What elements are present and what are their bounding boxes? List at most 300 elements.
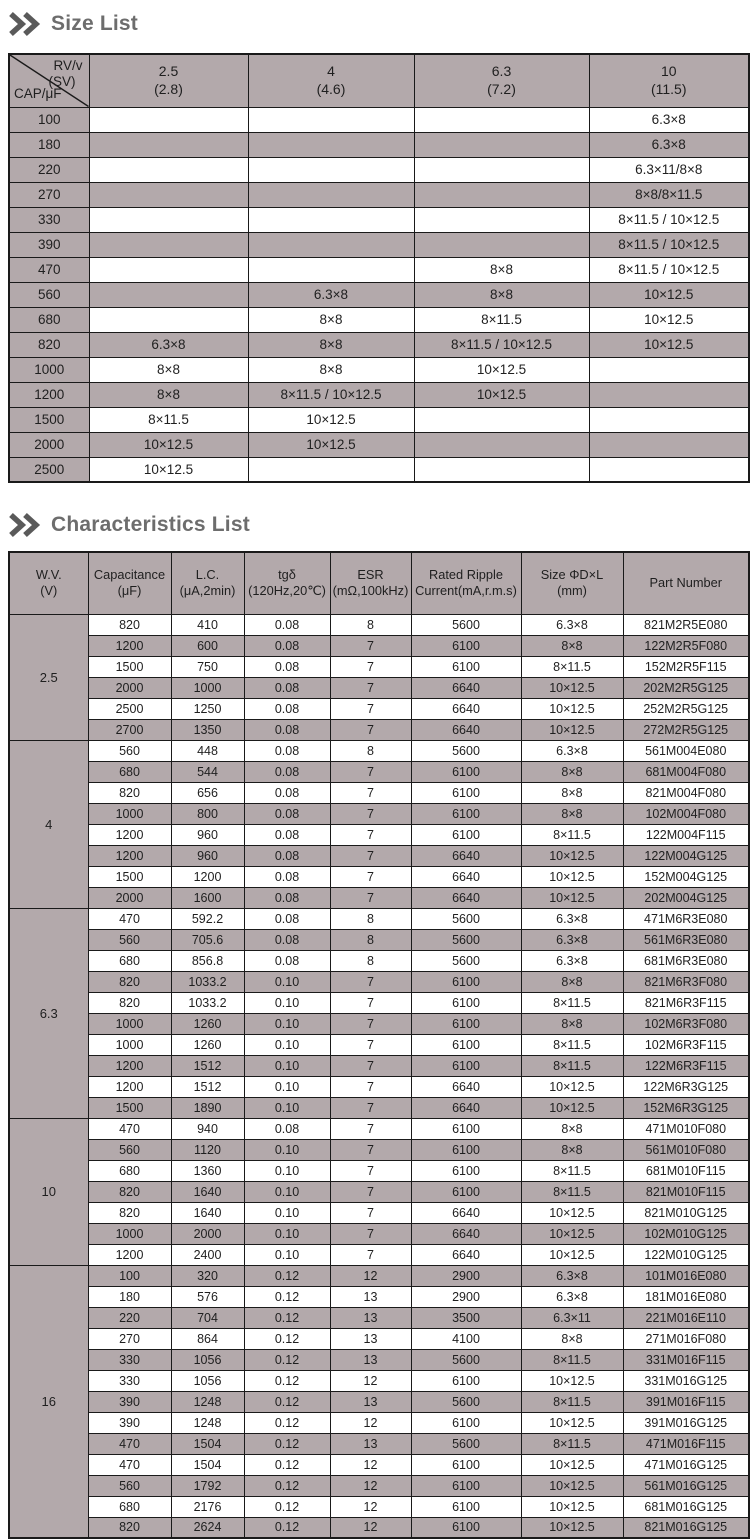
char-cell: 8×11.5	[521, 1349, 623, 1370]
char-row	[9, 1013, 749, 1034]
size-row	[9, 157, 749, 182]
size-cell	[248, 107, 414, 132]
char-col-header	[9, 552, 88, 614]
char-cell: 1200	[171, 866, 244, 887]
char-cell: 8×8	[521, 1139, 623, 1160]
char-cell: 390	[88, 1391, 171, 1412]
char-col-header-line: (120Hz,20℃)	[248, 583, 326, 599]
size-cell: 8×11.5 / 10×12.5	[589, 207, 749, 232]
char-col-header-line: L.C.	[195, 566, 220, 582]
char-cell: 8	[330, 740, 411, 761]
char-cell: 681M6R3E080	[623, 950, 749, 971]
char-cell: 821M2R5E080	[623, 614, 749, 635]
char-cell: 0.08	[244, 719, 330, 740]
char-cell: 6.3×8	[521, 908, 623, 929]
char-cell: 6100	[411, 1118, 521, 1139]
char-cell: 576	[171, 1286, 244, 1307]
char-cell: 10×12.5	[521, 1496, 623, 1517]
char-cell: 1500	[88, 866, 171, 887]
char-cell: 7	[330, 1139, 411, 1160]
char-cell: 7	[330, 677, 411, 698]
char-cell: 7	[330, 1076, 411, 1097]
char-cell: 12	[330, 1475, 411, 1496]
char-cell: 390	[88, 1412, 171, 1433]
size-cell	[589, 432, 749, 457]
char-cell: 2900	[411, 1265, 521, 1286]
wv-group-cell: 2.5	[9, 614, 88, 740]
char-col-header-line: Rated Ripple	[429, 566, 503, 582]
char-row	[9, 1055, 749, 1076]
size-row	[9, 257, 749, 282]
char-cell: 6100	[411, 1412, 521, 1433]
char-col-header-line: (mm)	[557, 583, 587, 599]
char-cell: 4100	[411, 1328, 521, 1349]
char-cell: 7	[330, 1223, 411, 1244]
cap-value: 220	[9, 157, 89, 182]
size-cell	[414, 457, 589, 482]
char-cell: 940	[171, 1118, 244, 1139]
char-cell: 122M004F115	[623, 824, 749, 845]
char-cell: 1504	[171, 1433, 244, 1454]
char-cell: 13	[330, 1286, 411, 1307]
char-cell: 6640	[411, 1223, 521, 1244]
size-cell	[414, 232, 589, 257]
char-cell: 8×11.5	[521, 992, 623, 1013]
char-cell: 6.3×8	[521, 929, 623, 950]
char-cell: 1350	[171, 719, 244, 740]
char-cell: 1200	[88, 1076, 171, 1097]
size-row	[9, 457, 749, 482]
char-cell: 10×12.5	[521, 1454, 623, 1475]
size-cell	[89, 182, 248, 207]
char-cell: 1200	[88, 635, 171, 656]
char-cell: 592.2	[171, 908, 244, 929]
char-cell: 5600	[411, 929, 521, 950]
size-cell	[89, 157, 248, 182]
characteristics-header	[9, 552, 749, 614]
size-row	[9, 232, 749, 257]
char-cell: 6.3×11	[521, 1307, 623, 1328]
char-cell: 1000	[88, 803, 171, 824]
cap-value: 2000	[9, 432, 89, 457]
char-cell: 656	[171, 782, 244, 803]
char-cell: 5600	[411, 950, 521, 971]
char-col-header-line: Capacitance	[93, 566, 166, 582]
char-cell: 470	[88, 908, 171, 929]
char-cell: 6100	[411, 761, 521, 782]
char-col-header-line: (μA,2min)	[179, 583, 236, 599]
char-cell: 6.3×8	[521, 1286, 623, 1307]
corner-label-sv: (SV)	[48, 74, 76, 89]
char-cell: 202M2R5G125	[623, 677, 749, 698]
char-cell: 8	[330, 614, 411, 635]
size-header-row	[9, 54, 749, 107]
size-cell: 8×8	[248, 307, 414, 332]
corner-label-rv: RV/v	[53, 58, 83, 73]
char-cell: 1033.2	[171, 971, 244, 992]
size-col-sub: (2.8)	[154, 80, 183, 97]
char-cell: 1250	[171, 698, 244, 719]
char-row	[9, 740, 749, 761]
char-cell: 6100	[411, 1160, 521, 1181]
char-cell: 0.08	[244, 866, 330, 887]
char-cell: 331M016G125	[623, 1370, 749, 1391]
char-cell: 1200	[88, 824, 171, 845]
char-col-header-line: (V)	[40, 583, 58, 599]
char-cell: 6100	[411, 635, 521, 656]
char-cell: 0.10	[244, 1160, 330, 1181]
char-cell: 8×8	[521, 635, 623, 656]
char-cell: 561M016G125	[623, 1475, 749, 1496]
char-cell: 10×12.5	[521, 1412, 623, 1433]
char-cell: 680	[88, 761, 171, 782]
char-cell: 560	[88, 1475, 171, 1496]
size-cell	[89, 282, 248, 307]
char-cell: 0.08	[244, 656, 330, 677]
char-cell: 6100	[411, 1517, 521, 1538]
char-cell: 1260	[171, 1034, 244, 1055]
char-row	[9, 635, 749, 656]
char-cell: 681M016G125	[623, 1496, 749, 1517]
char-cell: 8×11.5	[521, 656, 623, 677]
char-cell: 1500	[88, 1097, 171, 1118]
char-cell: 6100	[411, 1496, 521, 1517]
char-cell: 13	[330, 1391, 411, 1412]
char-cell: 181M016E080	[623, 1286, 749, 1307]
size-row	[9, 382, 749, 407]
cap-value: 1000	[9, 357, 89, 382]
char-row	[9, 1433, 749, 1454]
char-cell: 0.08	[244, 1118, 330, 1139]
char-cell: 7	[330, 1034, 411, 1055]
char-cell: 13	[330, 1433, 411, 1454]
char-cell: 0.12	[244, 1265, 330, 1286]
char-cell: 7	[330, 635, 411, 656]
char-cell: 1600	[171, 887, 244, 908]
size-cell: 6.3×8	[248, 282, 414, 307]
char-cell: 2176	[171, 1496, 244, 1517]
char-cell: 471M010F080	[623, 1118, 749, 1139]
char-cell: 10×12.5	[521, 1223, 623, 1244]
char-cell: 0.10	[244, 1013, 330, 1034]
size-row	[9, 332, 749, 357]
char-cell: 864	[171, 1328, 244, 1349]
size-cell: 8×8	[248, 332, 414, 357]
char-cell: 252M2R5G125	[623, 698, 749, 719]
char-cell: 6640	[411, 845, 521, 866]
char-row	[9, 1265, 749, 1286]
size-col-header	[89, 54, 248, 107]
wv-group-cell: 16	[9, 1265, 88, 1538]
size-cell: 8×8/8×11.5	[589, 182, 749, 207]
size-row	[9, 357, 749, 382]
char-cell: 1120	[171, 1139, 244, 1160]
char-cell: 6640	[411, 1202, 521, 1223]
char-cell: 561M6R3E080	[623, 929, 749, 950]
char-cell: 0.12	[244, 1328, 330, 1349]
char-cell: 0.08	[244, 908, 330, 929]
char-cell: 8×11.5	[521, 824, 623, 845]
char-row	[9, 950, 749, 971]
char-cell: 10×12.5	[521, 845, 623, 866]
char-cell: 6100	[411, 1370, 521, 1391]
char-cell: 8×8	[521, 971, 623, 992]
char-cell: 600	[171, 635, 244, 656]
char-row	[9, 614, 749, 635]
char-cell: 10×12.5	[521, 1076, 623, 1097]
char-cell: 0.10	[244, 1244, 330, 1265]
char-cell: 102M010G125	[623, 1223, 749, 1244]
char-cell: 0.08	[244, 803, 330, 824]
char-col-header	[330, 552, 411, 614]
cap-value: 330	[9, 207, 89, 232]
char-cell: 152M004G125	[623, 866, 749, 887]
char-cell: 0.10	[244, 1076, 330, 1097]
char-cell: 7	[330, 845, 411, 866]
char-cell: 12	[330, 1265, 411, 1286]
char-cell: 122M2R5F080	[623, 635, 749, 656]
char-cell: 0.10	[244, 1202, 330, 1223]
char-cell: 0.12	[244, 1496, 330, 1517]
char-cell: 6100	[411, 1181, 521, 1202]
char-cell: 7	[330, 1055, 411, 1076]
size-list-body	[9, 107, 749, 482]
char-cell: 6.3×8	[521, 950, 623, 971]
size-cell: 6.3×8	[589, 132, 749, 157]
char-cell: 0.08	[244, 929, 330, 950]
char-cell: 0.10	[244, 1223, 330, 1244]
wv-group-cell: 4	[9, 740, 88, 908]
char-cell: 8×8	[521, 1328, 623, 1349]
size-cell	[414, 157, 589, 182]
size-cell	[248, 457, 414, 482]
size-row	[9, 132, 749, 157]
char-cell: 856.8	[171, 950, 244, 971]
char-cell: 2700	[88, 719, 171, 740]
size-cell: 8×8	[248, 357, 414, 382]
char-col-header-line: (μF)	[117, 583, 142, 599]
char-cell: 8×8	[521, 761, 623, 782]
char-cell: 470	[88, 1433, 171, 1454]
char-cell: 1260	[171, 1013, 244, 1034]
char-cell: 2400	[171, 1244, 244, 1265]
size-col-header	[248, 54, 414, 107]
char-cell: 560	[88, 929, 171, 950]
size-cell: 10×12.5	[589, 307, 749, 332]
char-cell: 220	[88, 1307, 171, 1328]
char-col-header	[623, 552, 749, 614]
char-cell: 8×11.5	[521, 1391, 623, 1412]
char-cell: 0.12	[244, 1370, 330, 1391]
char-cell: 7	[330, 992, 411, 1013]
char-cell: 1640	[171, 1202, 244, 1223]
size-cell: 8×11.5 / 10×12.5	[248, 382, 414, 407]
char-cell: 6640	[411, 1244, 521, 1265]
char-row	[9, 1307, 749, 1328]
char-cell: 681M004F080	[623, 761, 749, 782]
size-cell	[248, 257, 414, 282]
char-cell: 2624	[171, 1517, 244, 1538]
size-cell: 8×11.5 / 10×12.5	[589, 257, 749, 282]
char-cell: 6100	[411, 971, 521, 992]
size-row	[9, 282, 749, 307]
char-cell: 330	[88, 1349, 171, 1370]
char-cell: 5600	[411, 908, 521, 929]
char-cell: 1200	[88, 1244, 171, 1265]
size-cell: 10×12.5	[414, 357, 589, 382]
char-cell: 100	[88, 1265, 171, 1286]
char-cell: 0.12	[244, 1475, 330, 1496]
size-cell	[248, 157, 414, 182]
char-col-header-line: tgδ	[278, 566, 296, 582]
char-cell: 561M004E080	[623, 740, 749, 761]
size-list-table	[8, 53, 750, 483]
cap-value: 390	[9, 232, 89, 257]
char-cell: 750	[171, 656, 244, 677]
char-cell: 0.08	[244, 845, 330, 866]
char-cell: 0.10	[244, 1139, 330, 1160]
char-cell: 6640	[411, 866, 521, 887]
size-cell: 10×12.5	[89, 432, 248, 457]
char-cell: 8×11.5	[521, 1034, 623, 1055]
char-cell: 820	[88, 1517, 171, 1538]
char-cell: 7	[330, 1118, 411, 1139]
char-cell: 0.12	[244, 1433, 330, 1454]
char-cell: 221M016E110	[623, 1307, 749, 1328]
char-cell: 0.10	[244, 1034, 330, 1055]
cap-value: 1500	[9, 407, 89, 432]
char-cell: 1248	[171, 1391, 244, 1412]
char-cell: 0.08	[244, 614, 330, 635]
size-cell	[248, 232, 414, 257]
char-cell: 704	[171, 1307, 244, 1328]
size-cell	[89, 107, 248, 132]
char-cell: 471M016F115	[623, 1433, 749, 1454]
char-row	[9, 761, 749, 782]
char-cell: 7	[330, 1202, 411, 1223]
char-cell: 6640	[411, 698, 521, 719]
size-cell	[414, 207, 589, 232]
size-col-label: 2.5	[158, 63, 179, 80]
char-cell: 7	[330, 1244, 411, 1265]
char-row	[9, 1034, 749, 1055]
char-cell: 202M004G125	[623, 887, 749, 908]
char-cell: 122M004G125	[623, 845, 749, 866]
char-row	[9, 1349, 749, 1370]
size-cell	[414, 132, 589, 157]
characteristics-title	[8, 509, 750, 541]
char-cell: 800	[171, 803, 244, 824]
char-col-header-line: ESR	[357, 566, 384, 582]
char-col-header	[88, 552, 171, 614]
char-row	[9, 1286, 749, 1307]
size-col-header	[589, 54, 749, 107]
char-cell: 544	[171, 761, 244, 782]
char-cell: 0.10	[244, 971, 330, 992]
char-cell: 561M010F080	[623, 1139, 749, 1160]
characteristics-body	[9, 614, 749, 1538]
char-cell: 180	[88, 1286, 171, 1307]
char-row	[9, 698, 749, 719]
char-row	[9, 1160, 749, 1181]
char-cell: 1000	[88, 1223, 171, 1244]
char-cell: 471M016G125	[623, 1454, 749, 1475]
char-cell: 7	[330, 1181, 411, 1202]
char-cell: 410	[171, 614, 244, 635]
size-cell: 8×8	[414, 282, 589, 307]
char-cell: 10×12.5	[521, 677, 623, 698]
char-cell: 5600	[411, 1349, 521, 1370]
char-cell: 820	[88, 614, 171, 635]
char-row	[9, 1181, 749, 1202]
char-cell: 1056	[171, 1370, 244, 1391]
char-row	[9, 1391, 749, 1412]
size-cell: 10×12.5	[248, 407, 414, 432]
char-cell: 12	[330, 1370, 411, 1391]
char-cell: 1792	[171, 1475, 244, 1496]
size-cell: 8×8	[89, 382, 248, 407]
char-cell: 0.10	[244, 992, 330, 1013]
char-cell: 0.08	[244, 950, 330, 971]
size-cell	[414, 407, 589, 432]
char-cell: 7	[330, 866, 411, 887]
char-cell: 1200	[88, 1055, 171, 1076]
char-cell: 13	[330, 1349, 411, 1370]
char-cell: 391M016F115	[623, 1391, 749, 1412]
char-cell: 6100	[411, 803, 521, 824]
char-cell: 8×11.5	[521, 1433, 623, 1454]
cap-value: 2500	[9, 457, 89, 482]
char-cell: 1000	[88, 1034, 171, 1055]
char-cell: 7	[330, 803, 411, 824]
char-cell: 102M6R3F080	[623, 1013, 749, 1034]
char-col-header-line: Part Number	[649, 574, 723, 590]
char-cell: 2900	[411, 1286, 521, 1307]
char-row	[9, 1475, 749, 1496]
char-row	[9, 1097, 749, 1118]
char-cell: 8×11.5	[521, 1181, 623, 1202]
char-cell: 6100	[411, 656, 521, 677]
double-chevron-icon	[8, 11, 42, 37]
char-cell: 0.10	[244, 1055, 330, 1076]
char-cell: 6.3×8	[521, 1265, 623, 1286]
size-cell: 8×8	[414, 257, 589, 282]
size-cell: 8×11.5 / 10×12.5	[589, 232, 749, 257]
char-row	[9, 1496, 749, 1517]
char-cell: 13	[330, 1307, 411, 1328]
char-cell: 1640	[171, 1181, 244, 1202]
char-cell: 331M016F115	[623, 1349, 749, 1370]
char-cell: 1504	[171, 1454, 244, 1475]
size-cell: 10×12.5	[89, 457, 248, 482]
char-cell: 0.12	[244, 1517, 330, 1538]
char-cell: 448	[171, 740, 244, 761]
char-cell: 6.3×8	[521, 614, 623, 635]
char-cell: 10×12.5	[521, 1517, 623, 1538]
char-cell: 1500	[88, 656, 171, 677]
char-cell: 8×8	[521, 1013, 623, 1034]
char-cell: 6100	[411, 1475, 521, 1496]
size-cell: 8×11.5	[89, 407, 248, 432]
size-cell: 6.3×8	[89, 332, 248, 357]
char-cell: 0.10	[244, 1181, 330, 1202]
char-cell: 272M2R5G125	[623, 719, 749, 740]
char-row	[9, 866, 749, 887]
char-cell: 5600	[411, 1391, 521, 1412]
char-cell: 820	[88, 992, 171, 1013]
char-col-header-line: Current(mA,r.m.s)	[415, 583, 517, 599]
char-cell: 10×12.5	[521, 1370, 623, 1391]
